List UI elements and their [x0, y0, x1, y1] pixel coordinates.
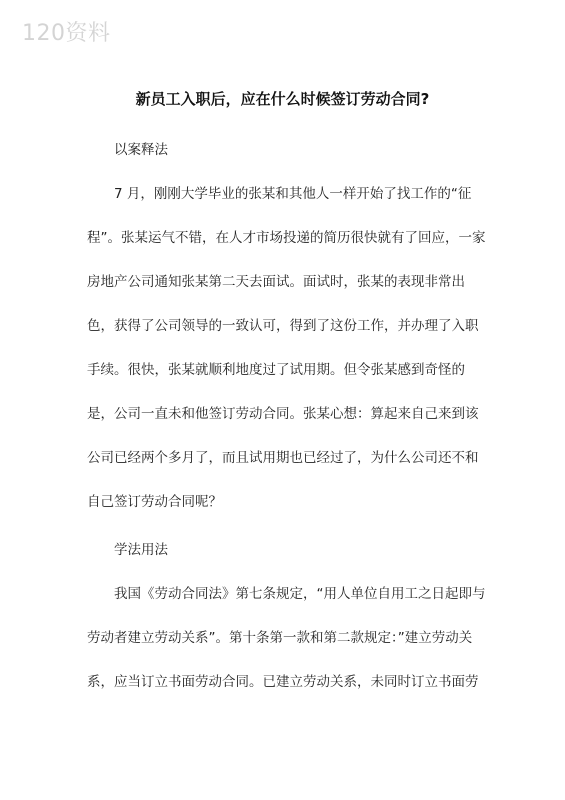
section-heading-law: 学法用法: [114, 542, 168, 558]
paragraph-line: 房地产公司通知张某第二天去面试。面试时，张某的表现非常出: [87, 274, 465, 290]
paragraph-line: 劳动者建立劳动关系”。第十条第一款和第二款规定：”建立劳动关: [87, 630, 473, 646]
paragraph-line: 公司已经两个多月了，而且试用期也已经过了，为什么公司还不和: [87, 450, 479, 466]
paragraph-line: 7 月，刚刚大学毕业的张某和其他人一样开始了找工作的“征: [114, 186, 472, 202]
paragraph-line: 程”。张某运气不错，在人才市场投递的简历很快就有了回应，一家: [87, 230, 486, 246]
section-heading-case: 以案释法: [114, 142, 168, 158]
watermark-logo: 120资料: [22, 21, 111, 46]
paragraph-line: 手续。很快，张某就顺利地度过了试用期。但令张某感到奇怪的: [87, 362, 465, 378]
paragraph-line: 我国《劳动合同法》第七条规定，“用人单位自用工之日起即与: [114, 586, 486, 602]
paragraph-line: 自己签订劳动合同呢？: [87, 494, 222, 510]
paragraph-line: 是，公司一直未和他签订劳动合同。张某心想：算起来自己来到该: [87, 406, 479, 422]
paragraph-line: 色，获得了公司领导的一致认可，得到了这份工作，并办理了入职: [87, 318, 479, 334]
document-title: 新员工入职后，应在什么时候签订劳动合同?: [135, 90, 430, 108]
paragraph-line: 系，应当订立书面劳动合同。已建立劳动关系，未同时订立书面劳: [87, 674, 479, 690]
